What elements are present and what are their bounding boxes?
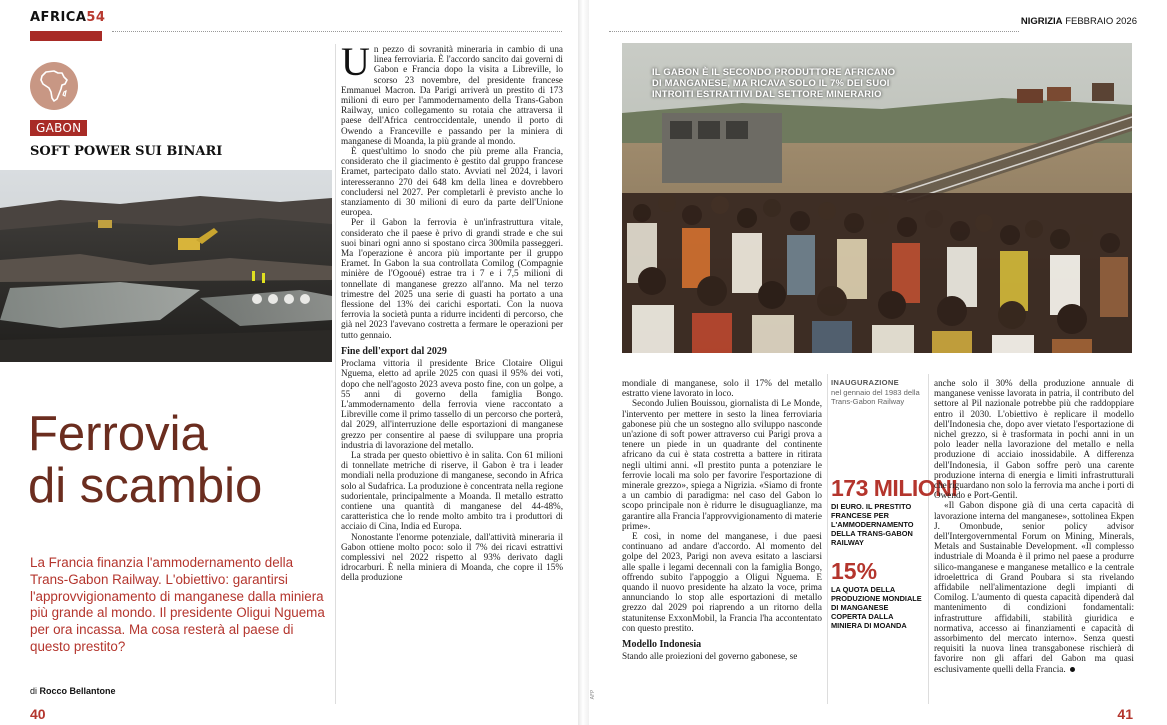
column-rule [827,374,828,704]
paragraph: È quest'ultimo lo snodo che più preme alla Francia, considerato che il giacimento è gestito dal gruppo francese Eramet, partecipato dallo stato. Avviati nel 2024, i lavori interesseranno 270 dei 648 km della linea e dovrebbero concludersi nel 2027. Per completarli è previsto anche lo stanziamento di 30 milioni di euro da parte dell'Unione europea. [341,146,563,218]
africa-map-icon [30,62,78,110]
stat-text-share: LA QUOTA DELLA PRODUZIONE MONDIALE DI MANGANESE COPERTA DALLA MINIERA DI MOANDA [831,585,922,630]
paragraph: Per il Gabon la ferrovia è un'infrastruttura vitale, considerato che il paese è privo di grandi strade e che sui suoi binari ogni anno si spostano circa 300mila passeggeri. Ma l'operazione è ancora più importante per il gruppo Eramet. In Gabon la sua controllata Comilog (Compagnie minière de l'Ogooué) estrae tra i 7 e i 7,5 milioni di tonnellate di manganese grezzo all'anno. Ma nel terzo trimestre del 2025 una serie di guasti ha portato a una flessione del 13% dei carichi esportati. Con la nuova ferrovia la società punta a ridurre incidenti di percorso, che già nel 2023 l'avevano costretta a fermare le operazioni per tutto gennaio. [341,217,563,340]
drop-cap: U [341,39,370,84]
subheading: Fine dell'export dal 2029 [341,345,447,357]
paragraph: Nonostante l'enorme potenziale, dall'attività mineraria il Gabon ottiene molto poco: solo il 7% dei ricavi estrattivi complessivi nel 2022 rispetto al 93% derivato dagli idrocarburi. È nella miniera di Moanda, che copre il 15% della produzione [341,531,563,583]
paragraph: E così, in nome del manganese, i due paesi continuano ad andare d'accordo. Al momento del golpe del 2023, Parigi non aveva esitato a lasciarsi alle spalle i legami decennali con la famiglia Bongo, offrendo subito l'appoggio a Oligui Nguema. E quando il nuovo presidente ha alzato la voce, prima annunciando lo stop alle esportazioni di metallo grezzo dal 2029 poi riaprendo a un ritorno della statunitense ExxonMobil, la Francia l'ha accontentato con questo prestito. [622,531,822,633]
country-label: GABON [30,120,87,136]
stat-text-loan: DI EURO. IL PRESTITO FRANCESE PER L'AMMODERNAMENTO DELLA TRANS-GABON RAILWAY [831,502,914,547]
headline [28,408,262,512]
stat-value-loan: 173 MILIONI [831,475,958,501]
paragraph [934,500,1134,673]
byline-author: Rocco Bellantone [39,686,116,696]
mine-photo [0,170,332,362]
page-number-left: 40 [30,706,46,722]
column-rule [928,374,929,704]
dotted-rule [609,31,1019,32]
subheading: Modello Indonesia [622,639,702,651]
column-rule [335,44,336,704]
masthead-brand: NIGRIZIA [1020,16,1063,27]
sidebar-label: INAUGURAZIONE [831,378,900,387]
photo-credit: AFP [590,690,596,700]
dotted-rule [112,31,562,32]
headline-line-1: Ferrovia [28,407,208,461]
section-number: 54 [86,10,106,25]
left-page [0,0,578,725]
paragraph: Stando alle proiezioni del governo gabonese, se [622,651,798,662]
section-name: AFRICA [30,10,87,25]
byline [30,686,116,696]
paragraph [341,39,563,146]
section-tag [30,10,105,25]
masthead-date: FEBBRAIO 2026 [1065,16,1137,27]
fact-sidebar [831,378,958,630]
paragraph: La strada per questo obiettivo è in salita. Con 61 milioni di tonnellate metriche di riserve, il Gabon è tra i leader mondiali nella produzione di manganese, secondo in Africa solo al Sudafrica. La produzione è concentrata nella regione sudorientale, principalmente a Moanda. Il metallo estratto contiene una quantità di manganese del 44-48%, caratteristica che lo rende molto ambito tra i produttori di acciaio di Cina, India ed Europa. [341,449,563,532]
masthead [1021,16,1137,27]
paragraph-text: «Il Gabon dispone già di una certa capacità di lavorazione interna del manganese», sottolinea Ekpen J. Omonbude, senior policy advisor dell'Intergovernmental Forum on Mining, Minerals, Metals and Sustainable Development. «Il complesso industriale di Moanda è il primo nel paese a produrre silico-manganese e manganese metallico e la centrale idroelettrica di Grand Poubara si sta rivelando affidabile nell'alimentazione degli impianti di Comilog. L'aumento di questa capacità dipenderà dal mantenimento di condizioni fondamentali: infrastrutture affidabili, stabilità giuridica e normativa, accesso ai finanziamenti e capacità di assorbimento del mercato interno». Senza questi requisiti la nuova linea transgabonese rischierà di favorire non gli affari del Gabon ma quasi esclusivamente quelli della Francia. [934,500,1134,674]
stat-value-share: 15% [831,558,878,584]
article-column-left [341,39,563,583]
crowd-photo [622,43,1132,353]
right-page [589,0,1167,725]
paragraph: Secondo Julien Bouissou, giornalista di Le Monde, l'intervento per mettere in sesto la linea ferroviaria gabonese più che un sostegno allo sviluppo nasconde un'azione di soft power attraverso cui Parigi prova a tenere un piede in un quadrante del continente africano da cui è stata costretta a battere in ritirata negli ultimi anni. «Il prestito punta a potenziare le ferrovie locali ma solo per favorire l'esportazione di minerale grezzo», spiega a Nigrizia. «Siamo di fronte a un cambio di paradigma: nel caso del Gabon lo scopo principale non è ridurre le disuguaglianze, ma garantire alla Francia l'approvvigionamento di materie prime». [622,398,822,531]
paragraph: mondiale di manganese, solo il 17% del metallo estratto viene lavorato in loco. [622,378,822,399]
paragraph: anche solo il 30% della produzione annuale di manganese venisse lavorata in patria, il contributo del settore al Pil nazionale potrebbe più che raddoppiare entro il 2030. L'obiettivo è replicare il modello dell'Indonesia che, dopo aver vietato l'esportazione di nichel grezzo, si è trasformata in pochi anni in un polo leader nella lavorazione del metallo e nella produzione di acciaio inossidabile. A differenza dell'Indonesia, il Gabon soffre però una carente produzione interna di energia e limiti infrastrutturali che riguardano non solo la ferrovia ma anche i porti di Owendo e Port-Gentil. [934,378,1135,501]
sidebar-note: nel gennaio del 1983 della Trans-Gabon Railway [831,388,920,406]
end-mark-icon [1070,667,1075,672]
article-column-right-1 [622,378,822,661]
kicker: SOFT POWER SUI BINARI [30,144,223,159]
byline-prefix: di [30,686,38,696]
standfirst: La Francia finanzia l'ammodernamento della Trans-Gabon Railway. L'obiettivo: garantirsi l'approvvigionamento di manganese dalla miniera più grande al mondo. Il presidente Oligui Nguema per ora incassa. Ma cosa resterà al paese di questo prestito? [30,555,325,654]
photo-caption: IL GABON È IL SECONDO PRODUTTORE AFRICANO DI MANGANESE, MA RICAVA SOLO IL 7% DEI SUOI INTROITI ESTRATTIVI DAL SETTORE MINERARIO [652,66,896,99]
paragraph: Proclama vittoria il presidente Brice Clotaire Oligui Nguema, eletto ad aprile 2025 con quasi il 95% dei voti, dopo che nell'agosto 2023 aveva posto fine, con un golpe, a 55 anni di governo della famiglia Bongo. L'ammodernamento della ferrovia viene raccontato a Libreville come il primo tassello di un percorso che porterà, dal 2029, all'interruzione delle esportazioni di manganese grezzo per consentire al paese di sviluppare una propria industria di lavorazione del metallo. [341,358,563,450]
spine-gutter [578,0,589,725]
paragraph-text: n pezzo di sovranità mineraria in cambio di una linea ferroviaria. È l'accordo sancito dai governi di Gabon e Francia dopo la visita a Libreville, lo scorso 23 novembre, del presidente francese Emmanuel Macron. Da Parigi arriverà un prestito di 173 milioni di euro per l'ammodernamento della Trans-Gabon Railway, unico collegamento su rotaia che attraversa il paese dell'Africa centroccidentale, unendo il porto di Owendo a Franceville e passando per la miniera di manganese di Moanda, la più grande al mondo. [341,44,563,146]
article-column-right-3 [934,378,1134,674]
headline-line-2: di scambio [28,459,263,513]
page-number-right: 41 [1117,706,1133,722]
section-bar [30,31,102,41]
